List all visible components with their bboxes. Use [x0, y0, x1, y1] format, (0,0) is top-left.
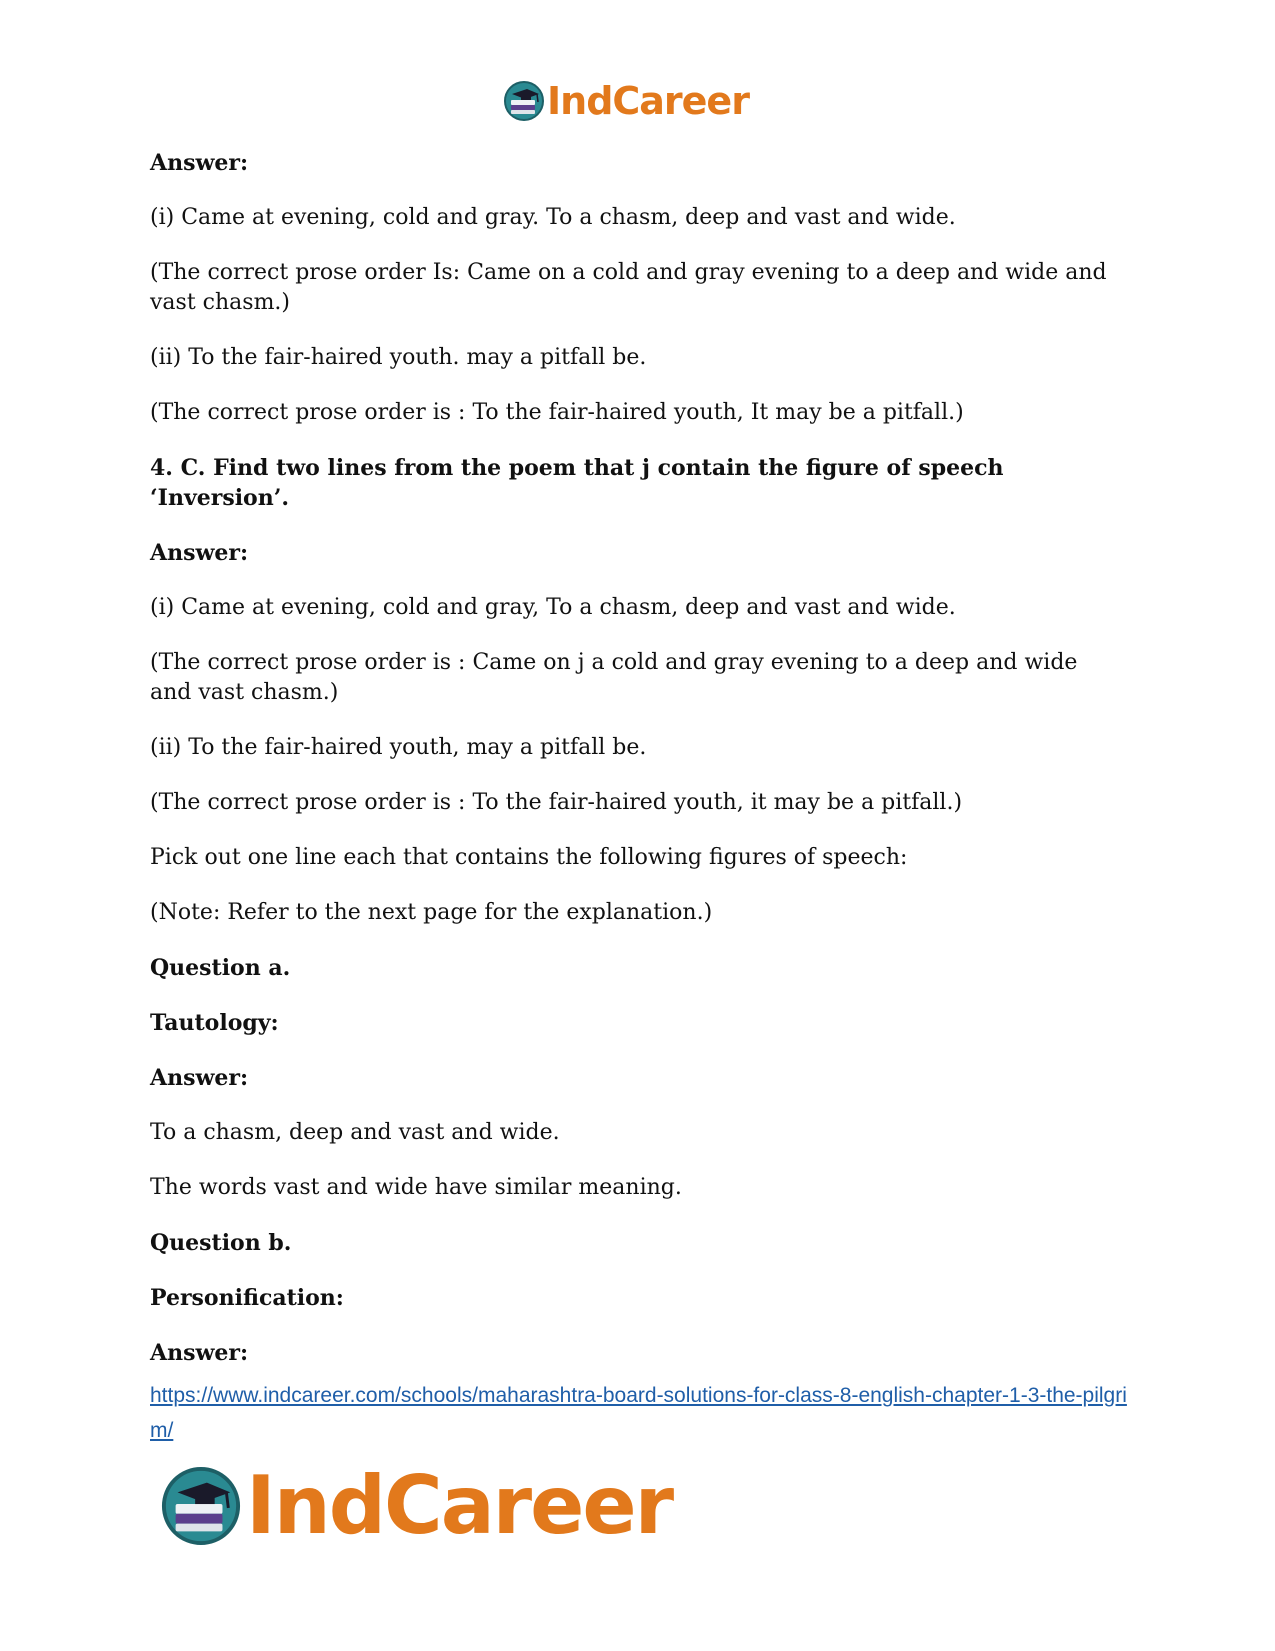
heading-line: Answer:: [150, 1340, 249, 1366]
paragraph: (i) Came at evening, cold and gray. To a chasm, deep and vast and wide.: [150, 205, 956, 230]
heading-line: Answer:: [150, 150, 249, 176]
brand-name: IndCareer: [547, 79, 749, 123]
paragraph: (The correct prose order is : Came on j a cold and gray evening to a deep and wide and vast chasm.): [150, 650, 1078, 705]
heading-line: Tautology:: [150, 1010, 279, 1036]
document-body: [150, 148, 1125, 1393]
paragraph: (The correct prose order is : To the fair-haired youth, it may be a pitfall.): [150, 790, 963, 815]
brand-name-large: IndCareer: [246, 1459, 673, 1552]
paragraph: Pick out one line each that contains the following figures of speech:: [150, 845, 908, 870]
paragraph: (The correct prose order Is: Came on a cold and gray evening to a deep and wide and vast chasm.): [150, 260, 1107, 315]
paragraph: To a chasm, deep and vast and wide.: [150, 1120, 560, 1145]
heading-line: 4. C. Find two lines from the poem that j contain the figure of speech ‘Inversion’.: [150, 455, 1004, 511]
paragraph: The words vast and wide have similar meaning.: [150, 1175, 682, 1200]
heading-line: Answer:: [150, 1065, 249, 1091]
footer-logo: [160, 1459, 673, 1552]
paragraph: (i) Came at evening, cold and gray, To a chasm, deep and vast and wide.: [150, 595, 956, 620]
paragraph: (ii) To the fair-haired youth, may a pitfall be.: [150, 735, 647, 760]
paragraph: (ii) To the fair-haired youth. may a pitfall be.: [150, 345, 647, 370]
source-link[interactable]: https://www.indcareer.com/schools/maharashtra-board-solutions-for-class-8-english-chapter-1-3-the-pilgrim/: [150, 1384, 1127, 1442]
graduation-book-icon: [160, 1465, 242, 1547]
graduation-book-icon: [503, 80, 545, 122]
heading-line: Answer:: [150, 540, 249, 566]
heading-line: Question b.: [150, 1230, 292, 1256]
heading-line: Question a.: [150, 955, 291, 981]
header-logo: [503, 80, 749, 122]
heading-line: Personification:: [150, 1285, 344, 1311]
paragraph: (Note: Refer to the next page for the explanation.): [150, 900, 713, 925]
paragraph: (The correct prose order is : To the fair-haired youth, It may be a pitfall.): [150, 400, 964, 425]
